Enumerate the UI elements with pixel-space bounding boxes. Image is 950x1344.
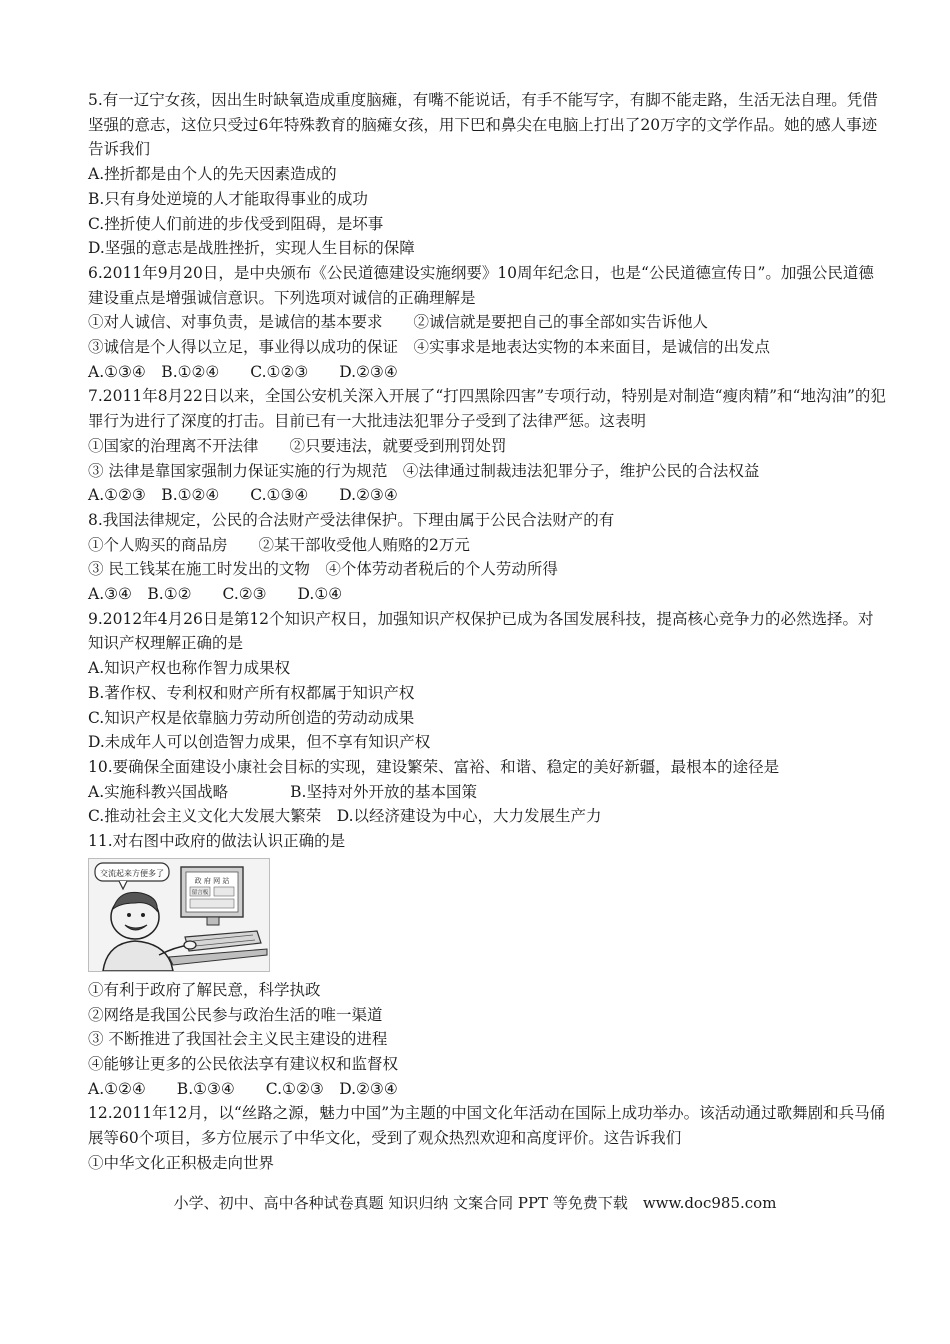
question-7-options: A.①②③ B.①②④ C.①③④ D.②③④ — [88, 486, 398, 505]
question-9-option-d: D.未成年人可以创造智力成果，但不享有知识产权 — [88, 733, 431, 752]
question-11-statement-2: ②网络是我国公民参与政治生活的唯一渠道 — [88, 1005, 383, 1024]
question-6-stem: 6.2011年9月20日，是中央颁布《公民道德建设实施纲要》10周年纪念日，也是“公民道德宣传日”。加强公民道德建设重点是增强诚信意识。下列选项对诚信的正确理解是 — [88, 263, 874, 307]
question-12-statement-1: ①中华文化正积极走向世界 — [88, 1153, 275, 1172]
question-5-option-c: C.挫折使人们前进的步伐受到阻碍，是坏事 — [88, 214, 384, 233]
question-6-options: A.①③④ B.①②④ C.①②③ D.②③④ — [88, 362, 398, 381]
question-11-stem: 11.对右图中政府的做法认识正确的是 — [88, 832, 346, 851]
monitor-screen-title: 政 府 网 站 — [194, 876, 230, 885]
question-8-statements-1-2: ①个人购买的商品房 ②某干部收受他人贿赂的2万元 — [88, 535, 470, 554]
speech-bubble-text: 交流起来方便多了 — [100, 868, 164, 878]
question-8-stem: 8.我国法律规定，公民的合法财产受法律保护。下理由属于公民合法财产的有 — [88, 510, 615, 529]
question-11-statement-4: ④能够让更多的公民依法享有建议权和监督权 — [88, 1054, 399, 1073]
question-11-statement-3: ③ 不断推进了我国社会主义民主建设的进程 — [88, 1030, 388, 1049]
question-9-option-b: B.著作权、专利权和财产所有权都属于知识产权 — [88, 683, 415, 702]
question-11-options: A.①②④ B.①③④ C.①②③ D.②③④ — [88, 1079, 398, 1098]
question-12-stem: 12.2011年12月，以“丝路之源，魅力中国”为主题的中国文化年活动在国际上成功举办。该活动通过歌舞剧和兵马俑展等60个项目，多方位展示了中华文化，受到了观众热烈欢迎和高度评价。这告诉我们 — [88, 1104, 886, 1148]
question-10-stem: 10.要确保全面建设小康社会目标的实现，建设繁荣、富裕、和谐、稳定的美好新疆，最根本的途径是 — [88, 757, 780, 776]
question-5-option-d: D.坚强的意志是战胜挫折，实现人生目标的保障 — [88, 239, 415, 258]
question-7-statements-1-2: ①国家的治理离不开法律 ②只要违法，就要受到刑罚处罚 — [88, 436, 507, 455]
question-6-statements-1-2: ①对人诚信、对事负责，是诚信的基本要求 ②诚信就是要把自己的事全部如实告诉他人 — [88, 313, 709, 332]
question-10-options-c-d: C.推动社会主义文化大发展大繁荣 D.以经济建设为中心，大力发展生产力 — [88, 807, 602, 826]
question-5-option-a: A.挫折都是由个人的先天因素造成的 — [88, 165, 337, 184]
cartoon-illustration — [89, 859, 269, 971]
question-6-statements-3-4: ③诚信是个人得以立足，事业得以成功的保证 ④实事求是地表达实物的本来面目，是诚信的出发点 — [88, 338, 771, 357]
question-8-options: A.③④ B.①② C.②③ D.①④ — [88, 585, 343, 604]
page-footer: 小学、初中、高中各种试卷真题 知识归纳 文案合同 PPT 等免费下载 www.doc985.com — [173, 1194, 777, 1212]
monitor-screen-label: 留言板 — [191, 889, 209, 896]
question-7-statements-3-4: ③ 法律是靠国家强制力保证实施的行为规范 ④法律通过制裁违法犯罪分子，维护公民的合法权益 — [88, 461, 760, 480]
question-9-option-c: C.知识产权是依靠脑力劳动所创造的劳动动成果 — [88, 708, 415, 727]
exam-page — [88, 88, 888, 1175]
question-5-stem: 5.有一辽宁女孩，因出生时缺氧造成重度脑瘫，有嘴不能说话，有手不能写字，有脚不能走路，生活无法自理。凭借坚强的意志，这位只受过6年特殊教育的脑瘫女孩，用下巴和鼻尖在电脑上打出了20万字的文学作品。她的感人事迹告诉我们 — [88, 91, 878, 159]
cartoon-figure — [88, 858, 270, 972]
question-10-options-a-b: A.实施科教兴国战略 B.坚持对外开放的基本国策 — [88, 782, 477, 801]
question-11-statement-1: ①有利于政府了解民意，科学执政 — [88, 980, 321, 999]
question-8-statements-3-4: ③ 民工钱某在施工时发出的文物 ④个体劳动者税后的个人劳动所得 — [88, 560, 558, 579]
question-9-option-a: A.知识产权也称作智力成果权 — [88, 659, 291, 678]
question-9-stem: 9.2012年4月26日是第12个知识产权日，加强知识产权保护已成为各国发展科技，提高核心竞争力的必然选择。对知识产权理解正确的是 — [88, 609, 874, 653]
question-7-stem: 7.2011年8月22日以来，全国公安机关深入开展了“打四黑除四害”专项行动，特别是对制造“瘦肉精”和“地沟油”的犯罪行为进行了深度的打击。目前已有一大批违法犯罪分子受到了法律严惩。这表明 — [88, 387, 886, 431]
question-5-option-b: B.只有身处逆境的人才能取得事业的成功 — [88, 189, 368, 208]
